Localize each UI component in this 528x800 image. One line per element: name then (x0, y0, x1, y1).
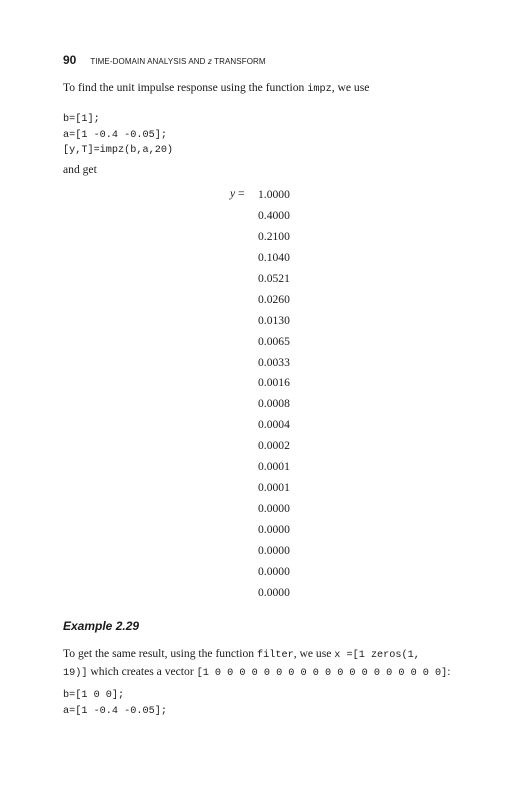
example-heading: Example 2.29 (63, 619, 140, 633)
value-item: 0.0000 (258, 564, 290, 578)
value-item: 1.0000 (258, 188, 290, 201)
value-item: 0.0001 (258, 481, 290, 495)
code-line: b=[1 0 0]; (63, 690, 125, 701)
value-item: 0.0016 (258, 376, 290, 390)
value-item: 0.2100 (258, 229, 290, 243)
value-item: 0.0004 (258, 418, 290, 432)
running-title: TIME-DOMAIN ANALYSIS AND z TRANSFORM (90, 57, 266, 66)
code-line: [y,T]=impz(b,a,20) (63, 145, 174, 156)
value-item: 0.0065 (258, 334, 290, 348)
value-item: 0.0033 (258, 355, 290, 369)
value-item: 0.0000 (258, 502, 290, 516)
example-paragraph: To get the same result, using the function filter, we use x =[1 zeros(1, 19)] which creates a vector [1 0 0 0 0 0 0 0 0 0 0 0 0 0 0 0 0 0 0 0]: (63, 647, 451, 679)
value-item: 0.0000 (258, 523, 290, 536)
code-line: b=[1]; (63, 114, 100, 125)
value-item: 0.0260 (258, 292, 290, 306)
value-item: 0.0130 (258, 313, 290, 327)
inline-code-x-cont: 19)] (63, 668, 88, 679)
value-item: 0.0000 (258, 585, 290, 599)
code-line: a=[1 -0.4 -0.05]; (63, 705, 167, 717)
intro-paragraph: To find the unit impulse response using the function impz, we use (63, 81, 370, 95)
value-item: 0.0002 (258, 439, 290, 453)
inline-code-impz: impz (307, 84, 332, 95)
inline-code-filter: filter (257, 650, 294, 661)
value-item: 0.0000 (258, 543, 290, 557)
inline-code-vector: [1 0 0 0 0 0 0 0 0 0 0 0 0 0 0 0 0 0 0 0] (196, 668, 448, 679)
inline-code-x: x =[1 zeros(1, (334, 650, 420, 661)
running-header (63, 51, 266, 69)
code-block-filter (63, 688, 167, 719)
page-number: 90 (63, 53, 77, 67)
value-item: 0.4000 (258, 208, 290, 222)
code-line: a=[1 -0.4 -0.05]; (63, 129, 167, 141)
value-item: 0.1040 (258, 250, 290, 264)
result-variable: y = (230, 187, 245, 200)
impulse-response-values (258, 187, 290, 606)
code-block-impz (63, 112, 173, 159)
value-item: 0.0521 (258, 271, 290, 285)
value-item: 0.0001 (258, 460, 290, 474)
and-get-text: and get (63, 163, 97, 176)
value-item: 0.0008 (258, 397, 290, 411)
